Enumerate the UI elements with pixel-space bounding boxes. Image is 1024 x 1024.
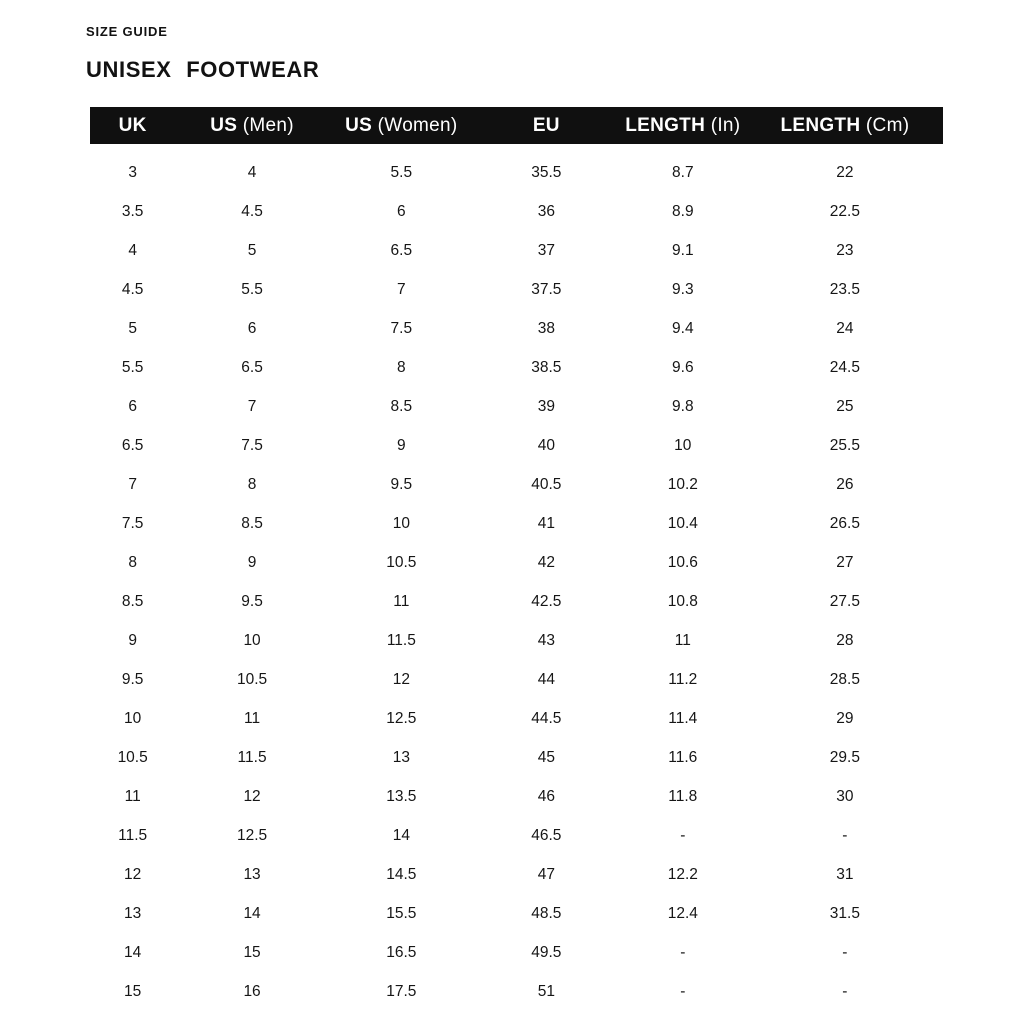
table-row — [90, 192, 943, 231]
table-cell: 8.5 — [241, 514, 263, 532]
column-header-us-men — [175, 107, 329, 144]
table-cell: 5.5 — [121, 358, 144, 376]
table-cell: 8.9 — [672, 202, 694, 220]
table-cell: - — [842, 982, 848, 1000]
column-header-note-text: (Men) — [237, 114, 294, 136]
size-table — [90, 107, 943, 1011]
table-cell: 6.5 — [241, 358, 263, 376]
table-cell: 47 — [537, 865, 555, 883]
table-cell: 12 — [124, 865, 142, 883]
table-row — [90, 816, 943, 855]
table-cell: 12 — [243, 787, 261, 805]
table-cell: 9.4 — [672, 319, 694, 337]
table-cell: 11.5 — [386, 631, 416, 649]
table-cell: 35.5 — [531, 163, 562, 181]
table-cell: 22 — [836, 163, 854, 181]
column-header-bold-text: US — [345, 114, 373, 136]
table-cell: 14 — [124, 943, 142, 961]
table-cell: 5.5 — [390, 163, 413, 181]
table-row — [90, 543, 943, 582]
table-row — [90, 738, 943, 777]
table-cell: 39 — [537, 397, 555, 415]
table-cell: 10 — [243, 631, 261, 649]
table-cell: 7 — [397, 280, 406, 298]
table-cell: 9.6 — [672, 358, 694, 376]
table-cell: - — [842, 943, 848, 961]
table-cell: 16.5 — [386, 943, 417, 961]
table-row — [90, 699, 943, 738]
table-cell: 10.5 — [117, 748, 148, 766]
table-cell: 9 — [128, 631, 137, 649]
table-cell: 17.5 — [386, 982, 417, 1000]
table-cell: 5 — [247, 241, 257, 259]
table-cell: 31 — [836, 865, 854, 883]
table-row — [90, 972, 943, 1011]
table-cell: 28 — [836, 631, 854, 649]
table-cell: 43 — [537, 631, 555, 649]
table-cell: 6.5 — [390, 241, 413, 259]
table-row — [90, 660, 943, 699]
table-row — [90, 621, 943, 660]
table-row — [90, 144, 943, 192]
table-cell: 8.7 — [672, 163, 694, 181]
table-row — [90, 777, 943, 816]
table-cell: 27.5 — [829, 592, 860, 610]
table-cell: 10 — [674, 436, 692, 454]
column-header-note-text: (Women) — [372, 114, 458, 136]
table-cell: 28.5 — [829, 670, 860, 688]
column-header-bold-text: LENGTH — [625, 114, 706, 136]
table-cell: 3.5 — [121, 202, 144, 220]
table-cell: 7.5 — [241, 436, 263, 454]
table-cell: 13.5 — [386, 787, 417, 805]
table-cell: 25 — [836, 397, 854, 415]
table-row — [90, 504, 943, 543]
table-cell: 8 — [128, 553, 137, 571]
table-cell: 12.2 — [667, 865, 698, 883]
table-row — [90, 933, 943, 972]
table-cell: 14 — [392, 826, 410, 844]
table-row — [90, 894, 943, 933]
table-cell: 8 — [397, 358, 406, 376]
table-cell: 11 — [244, 709, 261, 727]
table-cell: 29 — [836, 709, 854, 727]
column-header-bold-text: UK — [118, 114, 147, 136]
table-cell: 11 — [124, 787, 141, 805]
column-header-note-text: (Cm) — [860, 114, 910, 136]
table-cell: 25.5 — [829, 436, 860, 454]
table-row — [90, 270, 943, 309]
table-cell: 13 — [124, 904, 142, 922]
table-cell: 41 — [537, 514, 555, 532]
table-cell: 5.5 — [241, 280, 263, 298]
table-cell: 7.5 — [121, 514, 144, 532]
table-cell: 23.5 — [829, 280, 860, 298]
table-cell: 26.5 — [829, 514, 860, 532]
table-cell: 6.5 — [121, 436, 144, 454]
table-cell: - — [680, 826, 686, 844]
table-row — [90, 582, 943, 621]
table-cell: 10.5 — [386, 553, 417, 571]
column-header-note-text: (In) — [705, 114, 741, 136]
table-cell: 48.5 — [531, 904, 562, 922]
table-cell: 40.5 — [531, 475, 562, 493]
table-cell: - — [680, 982, 686, 1000]
table-cell: 40 — [537, 436, 555, 454]
table-cell: 14 — [243, 904, 261, 922]
table-cell: 10 — [392, 514, 410, 532]
table-cell: 44 — [537, 670, 555, 688]
table-cell: 46 — [537, 787, 555, 805]
table-cell: 15 — [243, 943, 261, 961]
size-table-header — [90, 107, 943, 144]
table-cell: 11.4 — [668, 709, 698, 727]
page-title: UNISEX FOOTWEAR — [86, 57, 320, 82]
table-cell: 26 — [836, 475, 854, 493]
table-cell: 11.8 — [668, 787, 698, 805]
table-cell: 37.5 — [531, 280, 562, 298]
table-cell: 12 — [392, 670, 410, 688]
table-cell: 11.6 — [668, 748, 698, 766]
table-cell: 8.5 — [121, 592, 144, 610]
column-header-len-cm — [747, 107, 943, 144]
table-cell: 16 — [243, 982, 261, 1000]
column-header-eu — [474, 107, 619, 144]
table-cell: - — [842, 826, 848, 844]
size-guide-label: SIZE GUIDE — [86, 24, 168, 39]
table-cell: 4 — [247, 163, 257, 181]
table-cell: 30 — [836, 787, 854, 805]
table-cell: 24.5 — [829, 358, 860, 376]
table-cell: 37 — [537, 241, 555, 259]
table-cell: 7 — [128, 475, 137, 493]
header-row — [90, 107, 943, 144]
table-cell: 8 — [247, 475, 257, 493]
table-cell: 9.5 — [241, 592, 263, 610]
table-cell: 6 — [397, 202, 406, 220]
table-cell: 51 — [537, 982, 555, 1000]
size-table-body — [90, 144, 943, 1011]
table-cell: 10.4 — [667, 514, 698, 532]
table-cell: 24 — [836, 319, 854, 337]
table-cell: 3 — [128, 163, 137, 181]
table-cell: 6 — [128, 397, 137, 415]
table-cell: 10 — [124, 709, 142, 727]
table-cell: 36 — [537, 202, 555, 220]
table-cell: 12.5 — [386, 709, 417, 727]
table-cell: 8.5 — [390, 397, 413, 415]
table-cell: 46.5 — [531, 826, 562, 844]
table-cell: 10.6 — [667, 553, 698, 571]
table-cell: 42 — [537, 553, 555, 571]
table-cell: 22.5 — [829, 202, 860, 220]
table-cell: 7.5 — [390, 319, 413, 337]
table-cell: 15.5 — [386, 904, 417, 922]
table-cell: 11.2 — [668, 670, 698, 688]
table-cell: 12.5 — [236, 826, 268, 844]
table-row — [90, 348, 943, 387]
table-cell: 29.5 — [829, 748, 860, 766]
table-cell: 38 — [537, 319, 555, 337]
table-cell: 7 — [247, 397, 257, 415]
table-cell: 13 — [392, 748, 410, 766]
table-row — [90, 387, 943, 426]
table-cell: 4.5 — [241, 202, 263, 220]
column-header-bold-text: EU — [532, 114, 560, 136]
table-cell: 9.8 — [672, 397, 694, 415]
column-header-bold-text: US — [210, 114, 238, 136]
table-cell: 9.5 — [390, 475, 413, 493]
table-cell: 6 — [247, 319, 257, 337]
table-cell: 5 — [128, 319, 137, 337]
table-row — [90, 855, 943, 894]
table-cell: 49.5 — [531, 943, 562, 961]
table-cell: 9.1 — [672, 241, 694, 259]
table-cell: 11 — [393, 592, 410, 610]
table-cell: 12.4 — [667, 904, 698, 922]
table-cell: 4.5 — [121, 280, 144, 298]
table-cell: 10.5 — [236, 670, 268, 688]
table-row — [90, 309, 943, 348]
table-cell: 13 — [243, 865, 261, 883]
table-cell: 27 — [836, 553, 854, 571]
table-cell: 9.5 — [121, 670, 144, 688]
table-cell: 45 — [537, 748, 555, 766]
column-header-bold-text: LENGTH — [780, 114, 861, 136]
table-cell: 14.5 — [386, 865, 417, 883]
table-cell: 23 — [836, 241, 854, 259]
table-cell: 42.5 — [531, 592, 562, 610]
table-cell: 11.5 — [118, 826, 148, 844]
column-header-us-women — [329, 107, 474, 144]
table-cell: 9 — [397, 436, 406, 454]
table-cell: 31.5 — [829, 904, 860, 922]
table-cell: 38.5 — [531, 358, 562, 376]
table-cell: 4 — [128, 241, 137, 259]
table-cell: 9.3 — [672, 280, 694, 298]
table-cell: 10.8 — [667, 592, 698, 610]
table-cell: 11.5 — [237, 748, 267, 766]
table-cell: 9 — [247, 553, 257, 571]
table-row — [90, 231, 943, 270]
table-cell: 44.5 — [531, 709, 562, 727]
table-cell: 11 — [674, 631, 691, 649]
column-header-len-in — [619, 107, 747, 144]
table-row — [90, 465, 943, 504]
table-row — [90, 426, 943, 465]
table-cell: 15 — [124, 982, 142, 1000]
column-header-uk — [90, 107, 175, 144]
table-cell: - — [680, 943, 686, 961]
table-cell: 10.2 — [667, 475, 698, 493]
